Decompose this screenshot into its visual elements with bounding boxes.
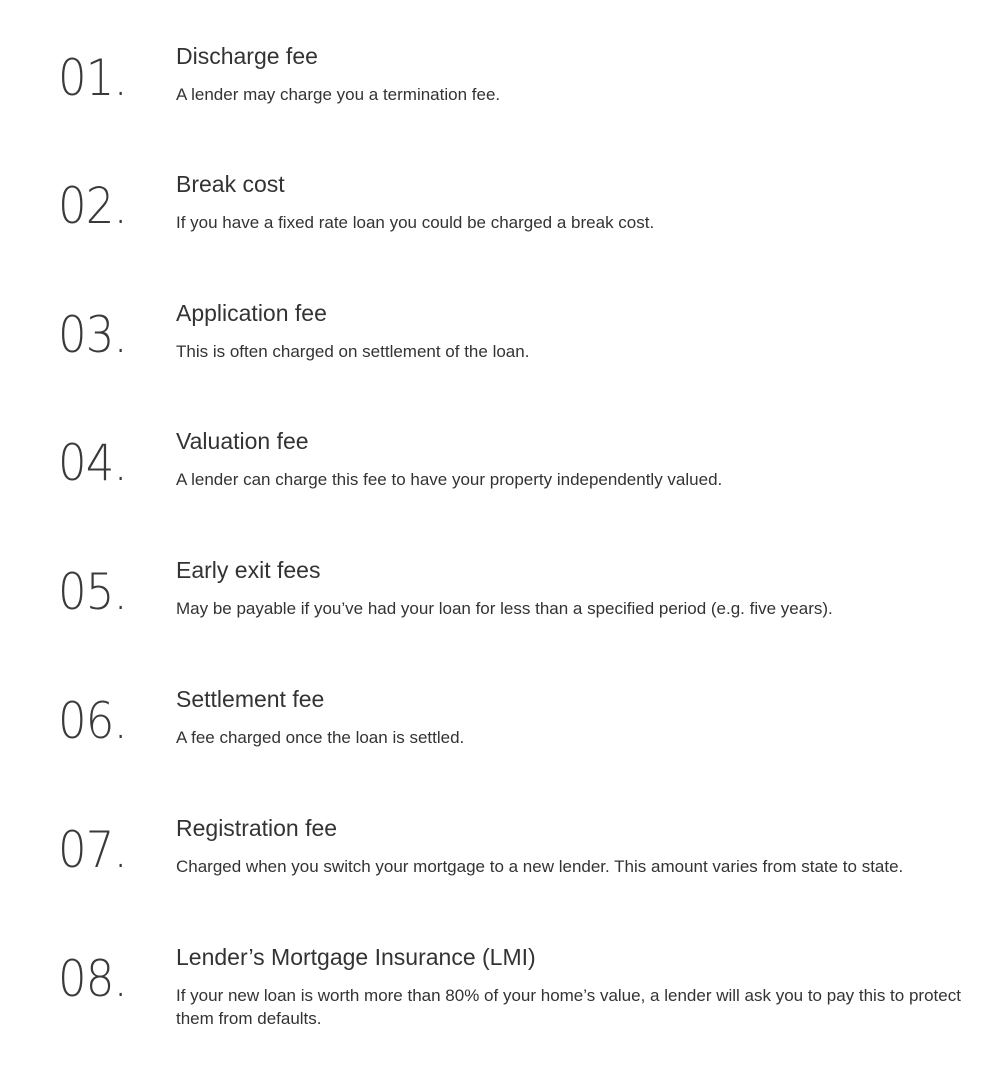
fee-number: 03.: [58, 306, 127, 364]
fee-number: 01.: [58, 49, 127, 107]
fee-description: May be payable if you’ve had your loan for less than a specified period (e.g. five years).: [176, 599, 833, 618]
fee-number: 08.: [58, 950, 127, 1008]
fee-title: Lender’s Mortgage Insurance (LMI): [176, 944, 536, 970]
fee-title: Valuation fee: [176, 428, 309, 454]
fee-title: Application fee: [176, 300, 327, 326]
fee-number: 02.: [58, 177, 127, 235]
fee-description: If your new loan is worth more than 80% of your home’s value, a lender will ask you to pay this to protect them from defaults.: [176, 986, 961, 1028]
fee-description: If you have a fixed rate loan you could be charged a break cost.: [176, 213, 655, 232]
fee-title: Settlement fee: [176, 686, 325, 712]
fee-description: A lender can charge this fee to have your property independently valued.: [176, 470, 723, 489]
fee-description: Charged when you switch your mortgage to a new lender. This amount varies from state to state.: [176, 857, 904, 876]
fee-title: Discharge fee: [176, 43, 318, 69]
fee-number: 06.: [58, 692, 127, 750]
fee-number: 04.: [58, 434, 127, 492]
fee-title: Early exit fees: [176, 557, 321, 583]
fee-number: 07.: [58, 821, 127, 879]
fee-number: 05.: [58, 563, 127, 621]
fee-description: A lender may charge you a termination fee.: [176, 85, 501, 104]
fee-title: Registration fee: [176, 815, 338, 841]
fee-description: This is often charged on settlement of the loan.: [176, 342, 530, 361]
fee-description: A fee charged once the loan is settled.: [176, 728, 465, 747]
fee-title: Break cost: [176, 171, 285, 197]
